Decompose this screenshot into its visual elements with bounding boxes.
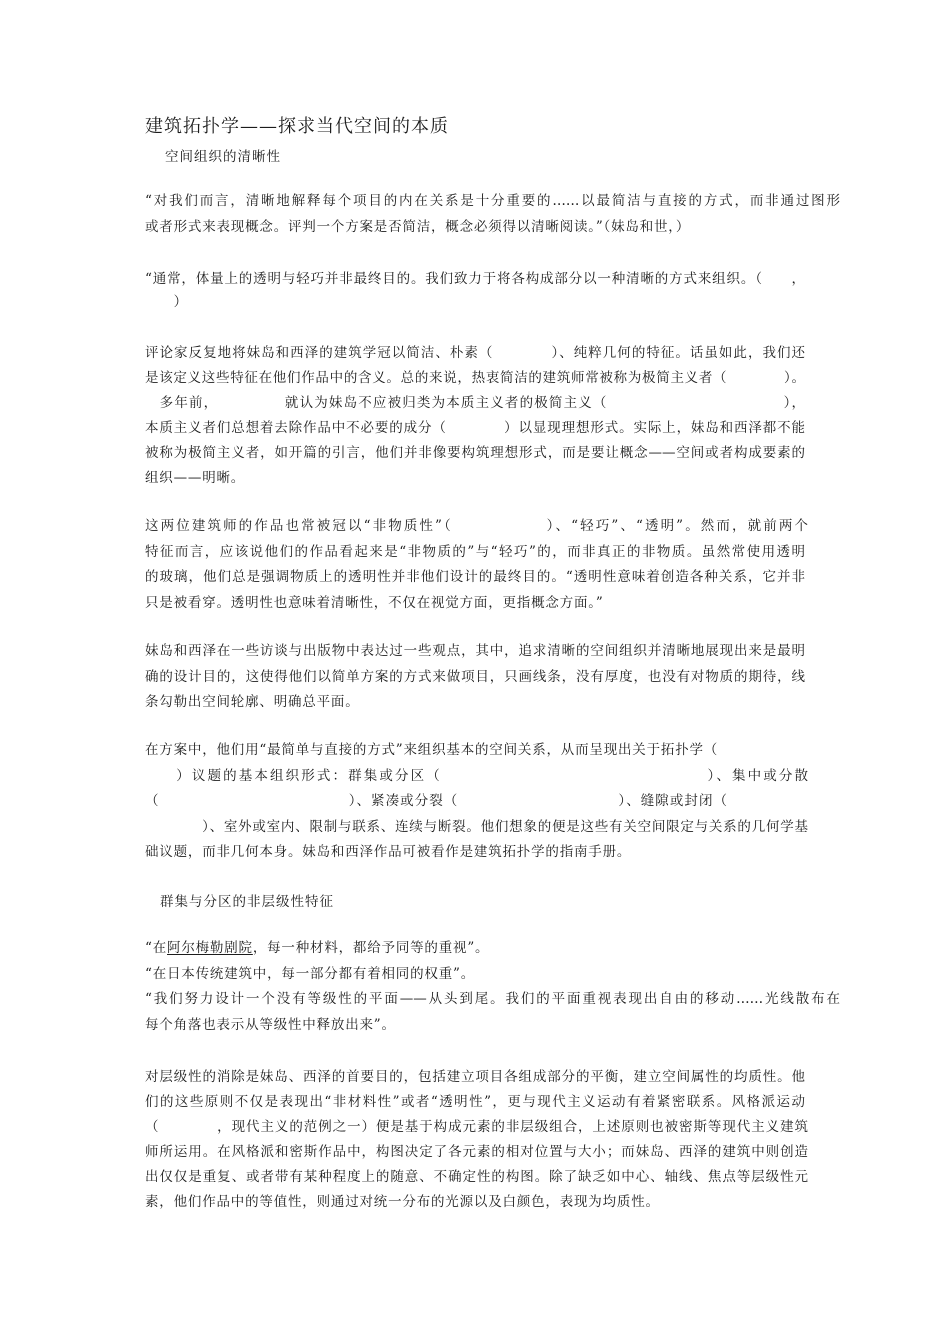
- p5-line-3: 条勾勒出空间轮廓、明确总平面。: [145, 694, 360, 710]
- p7-line-2: “在日本传统建筑中，每一部分都有着相同的权重”。: [145, 965, 476, 982]
- p3-line-5: 被称为极简主义者，如开篇的引言，他们并非像要构筑理想形式，而是要让概念——空间或者构成要素的: [145, 444, 805, 461]
- paragraph-hierarchy-elimination: [145, 1065, 808, 1215]
- p7-line-4: 每个角落也表示从等级性中释放出来”。: [145, 1017, 396, 1034]
- p1-line-1: “对我们而言，清晰地解释每个项目的内在关系是十分重要的……以最简洁与直接的方式，而非通过图形: [145, 193, 840, 209]
- p5-line-1: 妹岛和西泽在一些访谈与出版物中表达过一些观点，其中，追求清晰的空间组织并清晰地展现出来是最明: [145, 643, 805, 659]
- p2-line-1: “通常，体量上的透明与轻巧并非最终目的。我们致力于将各构成部分以一种清晰的方式来组织。（ ，: [145, 270, 805, 287]
- document-title: 建筑拓扑学——探求当代空间的本质: [145, 116, 449, 137]
- p6-line-1: 在方案中，他们用“最简单与直接的方式”来组织基本的空间关系，从而呈现出关于拓扑学（: [145, 742, 719, 758]
- link-almere-theater[interactable]: 阿尔梅勒剧院: [167, 940, 253, 956]
- paragraph-immateriality: [145, 514, 808, 617]
- p3-line-3: 多年前， 就认为妹岛不应被归类为本质主义者的极简主义（ ），: [145, 394, 805, 411]
- p4-line-4: 只是被看穿。透明性也意味着清晰性，不仅在视觉方面，更指概念方面。”: [145, 595, 604, 612]
- p8-line-5: 出仅仅是重复、或者带有某种程度上的随意、不确定性的构图。除了缺乏如中心、轴线、焦点等层级性元: [145, 1168, 808, 1185]
- paragraph-quote-sejima: [145, 188, 840, 240]
- section-heading-non-hierarchy: 群集与分区的非层级性特征: [160, 894, 334, 910]
- paragraph-quote-transparency: [145, 268, 805, 314]
- section-heading-clarity: 空间组织的清晰性: [165, 149, 281, 165]
- p2-line-2: ）: [145, 293, 188, 310]
- paragraph-design-goal: [145, 639, 805, 716]
- p8-line-6: 素，他们作品中的等值性，则通过对统一分布的光源以及白颜色，表现为均质性。: [145, 1193, 660, 1210]
- paragraph-minimalism: [145, 341, 805, 491]
- p7-line-3: “我们努力设计一个没有等级性的平面——从头到尾。我们的平面重视表现出自由的移动……光线散布在: [145, 991, 840, 1008]
- p3-line-6: 组织——明晰。: [145, 469, 246, 486]
- p8-line-4: 师所运用。在风格派和密斯作品中，构图决定了各元素的相对位置与大小；而妹岛、西泽的建筑中则创造: [145, 1143, 808, 1160]
- p7-line-1: [145, 936, 840, 962]
- p4-line-1: 这两位建筑师的作品也常被冠以“非物质性”（ ）、“轻巧”、“透明”。然而，就前两个: [145, 518, 808, 534]
- p6-line-5: 础议题，而非几何本身。妹岛和西泽作品可被看作是建筑拓扑学的指南手册。: [145, 844, 632, 860]
- p5-line-2: 确的设计目的，这使得他们以简单方案的方式来做项目，只画线条，没有厚度，也没有对物质的期待，线: [145, 668, 805, 685]
- p8-line-3: （ ，现代主义的范例之一）便是基于构成元素的非层级组合，上述原则也被密斯等现代主义建筑: [145, 1118, 808, 1135]
- p8-line-2: 们的这些原则不仅是表现出“非材料性”或者“透明性”，更与现代主义运动有着紧密联系。风格派运动: [145, 1093, 805, 1110]
- p3-line-2: 是该定义这些特征在他们作品中的含义。总的来说，热衷简洁的建筑师常被称为极简主义者（ ）。: [145, 369, 805, 386]
- p1-line-2: 或者形式来表现概念。评判一个方案是否简洁，概念必须得以清晰阅读。”（妹岛和世，）: [145, 219, 691, 235]
- p4-line-2: 特征而言，应该说他们的作品看起来是“非物质的”与“轻巧”的，而非真正的非物质。虽然常使用透明: [145, 543, 805, 560]
- p6-line-4: ）、室外或室内、限制与联系、连续与断裂。他们想象的便是这些有关空间限定与关系的几何学基: [145, 818, 808, 835]
- p6-line-3: （ ）、紧凑或分裂（ ）、缝隙或封闭（: [145, 793, 727, 809]
- paragraph-topology: [145, 738, 808, 866]
- p6-line-2: ）议题的基本组织形式：群集或分区（ ）、集中或分散: [145, 767, 808, 784]
- p3-line-1: 评论家反复地将妹岛和西泽的建筑学冠以简洁、朴素（ ）、纯粹几何的特征。话虽如此，我们还: [145, 344, 805, 361]
- paragraph-quotes-equality: [145, 936, 840, 1039]
- p4-line-3: 的玻璃，他们总是强调物质上的透明性并非他们设计的最终目的。“透明性意味着创造各种关系，它并非: [145, 569, 805, 586]
- p3-line-4: 本质主义者们总想着去除作品中不必要的成分（ ）以显现理想形式。实际上，妹岛和西泽都不能: [145, 419, 805, 436]
- p7-line-1-after: ，每一种材料，都给予同等的重视”。: [252, 940, 490, 956]
- p8-line-1: 对层级性的消除是妹岛、西泽的首要目的，包括建立项目各组成部分的平衡，建立空间属性的均质性。他: [145, 1068, 805, 1085]
- p7-line-1-before: “在: [145, 940, 168, 956]
